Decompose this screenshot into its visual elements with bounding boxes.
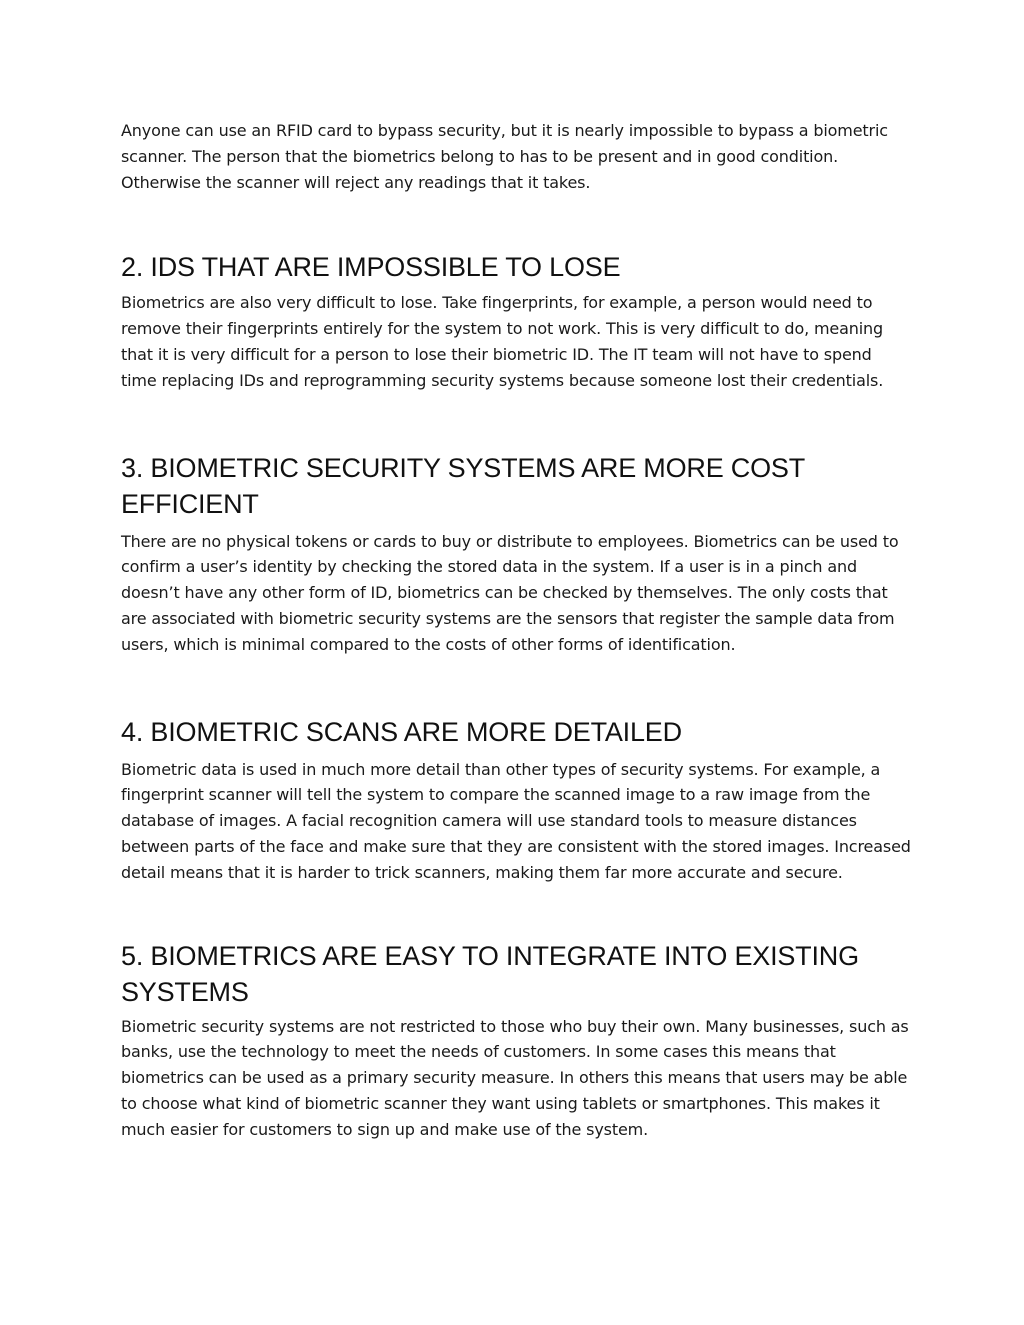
intro-paragraph: Anyone can use an RFID card to bypass security, but it is nearly impossible to bypass a biometric scanner. The person that the biometrics belong to has to be present and in good condition. Otherwise the scanner will reject any readings that it takes.	[121, 121, 888, 192]
section-4-paragraph: Biometric data is used in much more detail than other types of security systems. For example, a fingerprint scanner will tell the system to compare the scanned image to a raw image from the database of images. A facial recognition camera will use standard tools to measure distances between parts of the face and make sure that they are consistent with the stored images. Increased detail means that it is harder to trick scanners, making them far more accurate and secure.	[121, 759, 911, 882]
section-5-paragraph: Biometric security systems are not restricted to those who buy their own. Many businesses, such as banks, use the technology to meet the needs of customers. In some cases this means that biometrics can be used as a primary security measure. In others this means that users may be able to choose what kind of biometric scanner they want using tablets or smartphones. This makes it much easier for customers to sign up and make use of the system.	[121, 1016, 909, 1139]
document-content	[121, 118, 911, 1143]
section-2-heading: 2. IDS THAT ARE IMPOSSIBLE TO LOSE	[121, 252, 621, 283]
section-5-heading: 5. BIOMETRICS ARE EASY TO INTEGRATE INTO EXISTING SYSTEMS	[121, 940, 859, 1007]
section-3-heading: 3. BIOMETRIC SECURITY SYSTEMS ARE MORE COST EFFICIENT	[121, 452, 805, 519]
section-3-paragraph: There are no physical tokens or cards to buy or distribute to employees. Biometrics can be used to confirm a user’s identity by checking the stored data in the system. If a user is in a pinch and doesn’t have any other form of ID, biometrics can be checked by themselves. The only costs that are associated with biometric security systems are the sensors that register the sample data from users, which is minimal compared to the costs of other forms of identification.	[121, 531, 899, 654]
section-4-heading: 4. BIOMETRIC SCANS ARE MORE DETAILED	[121, 716, 682, 747]
section-2-paragraph: Biometrics are also very difficult to lose. Take fingerprints, for example, a person would need to remove their fingerprints entirely for the system to not work. This is very difficult to do, meaning that it is very difficult for a person to lose their biometric ID. The IT team will not have to spend time replacing IDs and reprogramming security systems because someone lost their credentials.	[121, 293, 884, 390]
